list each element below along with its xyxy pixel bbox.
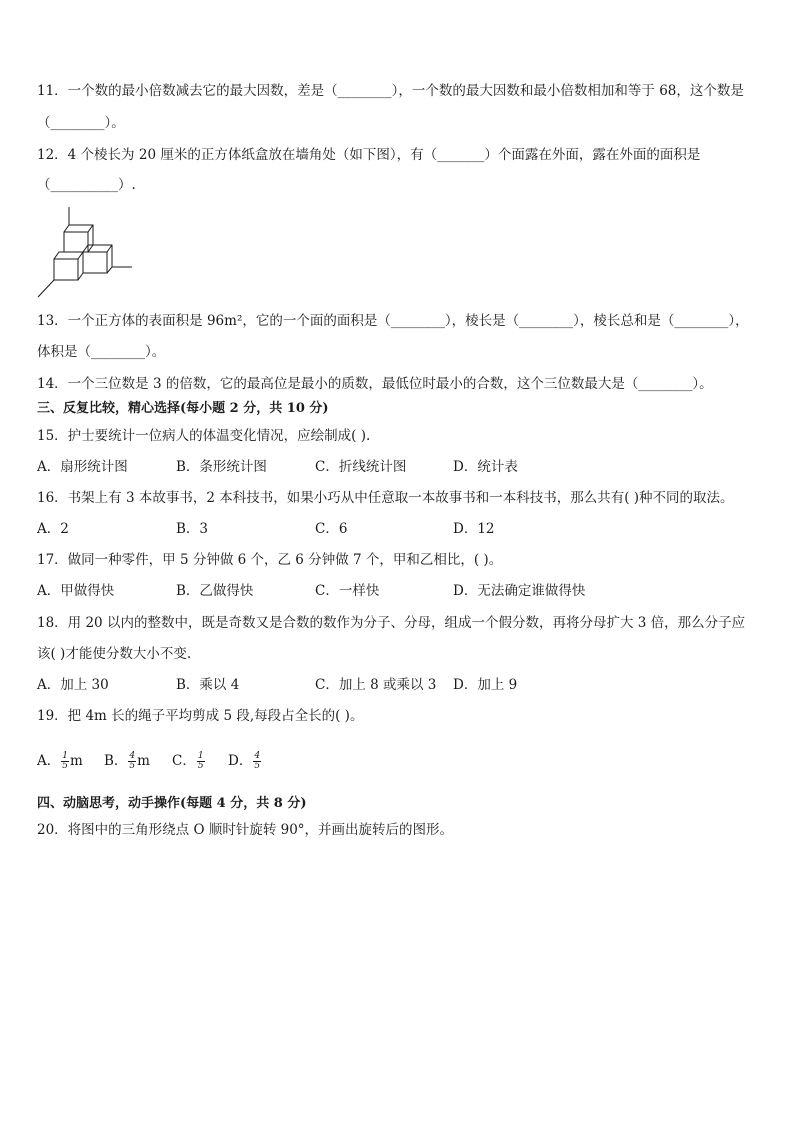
q19-option-a-denominator: 5	[62, 761, 68, 771]
q18-line2: 该( )才能使分数大小不变.	[37, 646, 192, 662]
q19-option-a[interactable]	[37, 752, 83, 771]
q17-option-c[interactable]: C．一样快	[315, 583, 380, 599]
q19-stem: 19．把 4m 长的绳子平均剪成 5 段,每段占全长的( )。	[37, 708, 364, 724]
q19-option-d[interactable]	[228, 752, 262, 771]
q16-option-d[interactable]: D．12	[453, 521, 495, 537]
q19-option-d-denominator: 5	[254, 761, 261, 771]
q19-option-d-numerator: 4	[254, 751, 261, 761]
q13-line1: 13．一个正方体的表面积是 96m²，它的一个面的面积是（________），棱长是（________），棱长总和是（________），	[37, 313, 749, 329]
q20-stem: 20．将图中的三角形绕点 O 顺时针旋转 90°，并画出旋转后的图形。	[37, 822, 454, 838]
q18-option-b[interactable]: B．乘以 4	[176, 677, 240, 693]
q15-option-b[interactable]: B．条形统计图	[176, 459, 267, 475]
q17-option-a[interactable]: A．甲做得快	[37, 583, 115, 599]
q19-option-c-fraction	[197, 752, 205, 771]
bottom-left-cube	[54, 252, 83, 280]
q19-option-a-unit: m	[69, 753, 83, 769]
q16-stem: 16．书架上有 3 本故事书，2 本科技书，如果小巧从中任意取一本故事书和一本科技书，那么共有( )种不同的取法。	[37, 490, 734, 506]
q11-line2: （________）。	[37, 115, 125, 131]
q12-line1: 12．4 个棱长为 20 厘米的正方体纸盒放在墙角处（如下图），有（_______）个面露在外面，露在外面的面积是	[37, 147, 701, 163]
q18-line1: 18．用 20 以内的整数中，既是奇数又是合数的数作为分子、分母，组成一个假分数，再将分母扩大 3 倍，那么分子应	[37, 615, 746, 631]
q19-option-a-fraction	[61, 752, 69, 771]
q18-option-c[interactable]: C．加上 8 或乘以 3	[315, 677, 437, 693]
q19-option-a-label: A．	[37, 753, 61, 769]
q19-option-d-fraction	[253, 752, 261, 771]
q19-option-b-numerator: 4	[129, 751, 136, 761]
q19-option-d-label: D．	[228, 753, 253, 769]
q16-option-b[interactable]: B．3	[176, 521, 209, 537]
q16-option-a[interactable]: A．2	[37, 521, 69, 537]
q19-option-b[interactable]	[104, 752, 150, 771]
q12-line2: （__________）.	[37, 177, 136, 193]
q15-option-a[interactable]: A．扇形统计图	[37, 459, 128, 475]
q17-stem: 17．做同一种零件，甲 5 分钟做 6 个，乙 6 分钟做 7 个，甲和乙相比，( )。	[37, 552, 503, 568]
q19-option-c[interactable]	[172, 752, 206, 771]
q19-option-c-denominator: 5	[197, 761, 204, 771]
section-4-heading: 四、动脑思考，动手操作(每题 4 分，共 8 分)	[37, 796, 307, 811]
floor-diagonal-line	[38, 280, 54, 297]
q18-option-a[interactable]: A．加上 30	[37, 677, 109, 693]
q19-option-c-numerator: 1	[197, 751, 204, 761]
top-cube	[64, 225, 93, 252]
q19-option-b-label: B．	[104, 753, 128, 769]
q19-option-b-denominator: 5	[129, 761, 136, 771]
q11-line1: 11．一个数的最小倍数减去它的最大因数，差是（________），一个数的最大因数和最小倍数相加和等于 68，这个数是	[37, 83, 744, 99]
q14-line1: 14．一个三位数是 3 的倍数，它的最高位是最小的质数，最低位时最小的合数，这个三位数最大是（________）。	[37, 376, 713, 392]
q19-option-a-numerator: 1	[62, 751, 68, 761]
q15-option-d[interactable]: D．统计表	[453, 459, 518, 475]
bottom-right-cube	[83, 245, 112, 273]
q18-option-d[interactable]: D．加上 9	[453, 677, 518, 693]
section-3-heading: 三、反复比较，精心选择(每小题 2 分，共 10 分)	[37, 401, 329, 416]
q17-option-b[interactable]: B．乙做得快	[176, 583, 254, 599]
q19-option-b-unit: m	[137, 753, 150, 769]
q15-stem: 15．护士要统计一位病人的体温变化情况，应绘制成( ).	[37, 428, 371, 444]
q13-line2: 体积是（________）。	[37, 344, 166, 360]
q16-option-c[interactable]: C．6	[315, 521, 348, 537]
q19-option-c-label: C．	[172, 753, 196, 769]
q17-option-d[interactable]: D．无法确定谁做得快	[453, 583, 586, 599]
q15-option-c[interactable]: C．折线统计图	[315, 459, 407, 475]
cubes-in-corner-figure	[36, 205, 136, 300]
q19-option-b-fraction	[128, 752, 136, 771]
